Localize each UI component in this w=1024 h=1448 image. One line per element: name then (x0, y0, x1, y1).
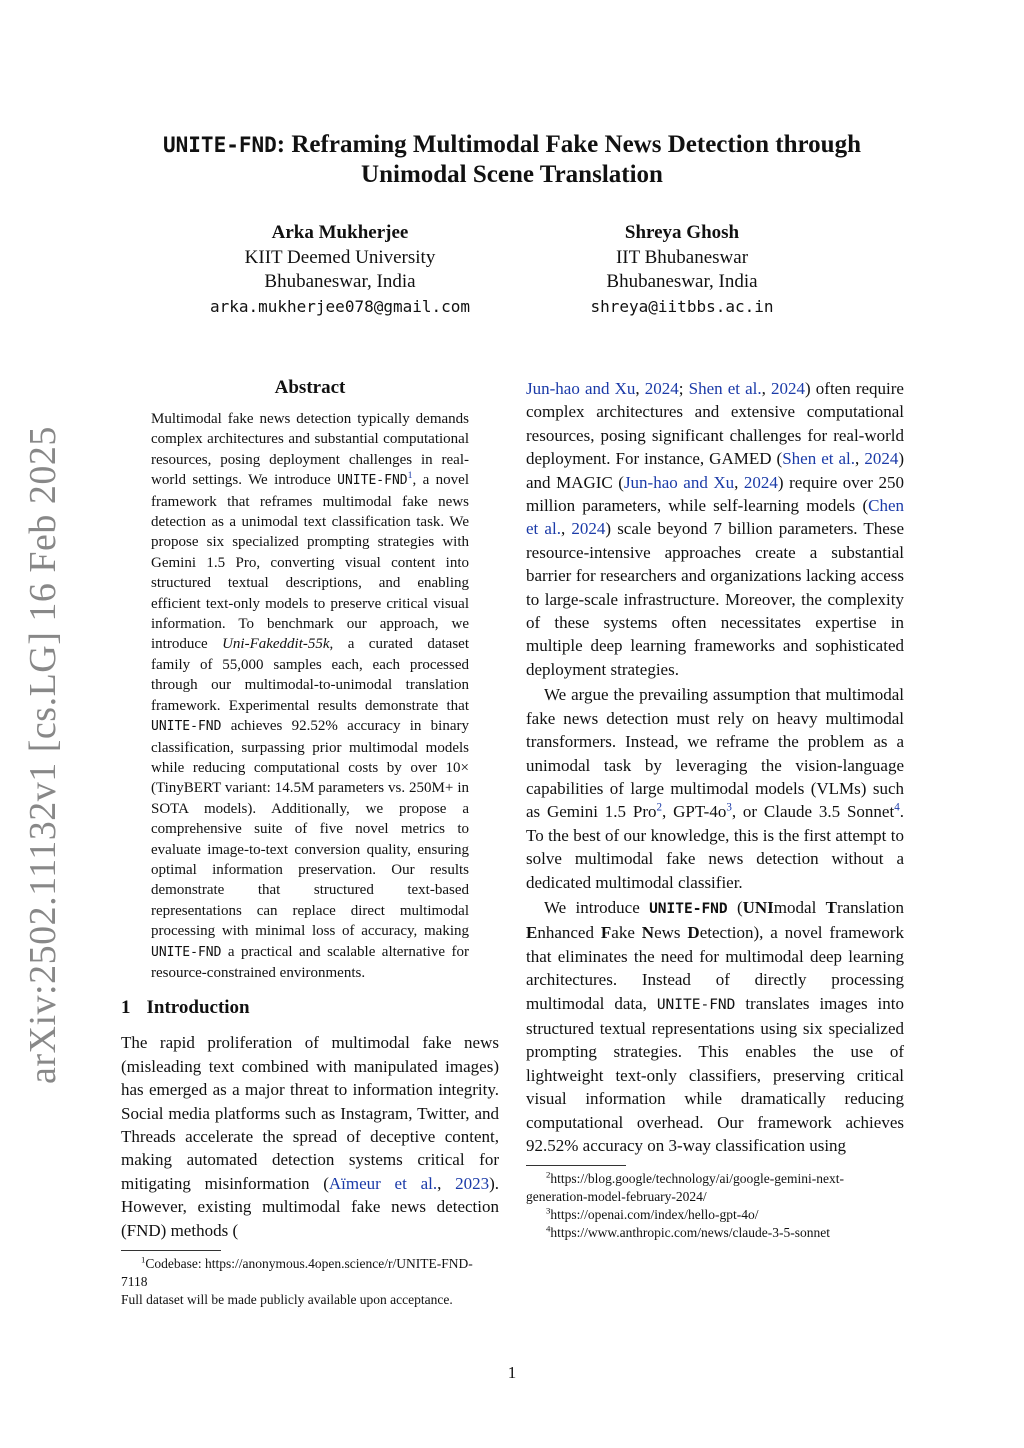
system-name-bold: UNITE-FND (649, 900, 728, 917)
footnote-number: 3 (546, 1205, 551, 1216)
right-column (526, 377, 904, 1242)
intro-paragraph-3: We introduce UNITE-FND (UNImodal Translation Enhanced Fake News Detection), a novel framework that eliminates the need for multimodal deep learning architectures. Instead of directly processing multimodal data, UNITE-FND translates images into structured textual representations using six specialized prompting strategies. This enables the use of lightweight text-only classifiers, preserving critical visual information while dramatically reducing computational overhead. Our framework achieves 92.52% accuracy on 3-way classification using (526, 897, 904, 1155)
author-location: Bhubaneswar, India (264, 271, 416, 292)
intro-paragraph-1: The rapid proliferation of multimodal fake news (misleading text combined with manipulated images) has emerged as a major threat to information integrity. Social media platforms such as Instagram, Twitter, and Threads accelerate the spread of deceptive content, making automated detection systems critical for mitigating misinformation (Aïmeur et al., 2023). However, existing multimodal fake news detection (FND) methods ( (121, 1033, 500, 1240)
section-number: 1 (121, 997, 131, 1019)
citation-year-link[interactable]: 2024 (743, 472, 778, 492)
footnote-number: 4 (546, 1223, 551, 1234)
intro-text: ) require over 250 million parameters, while self-learning models ( (526, 472, 904, 516)
title-line1: : Reframing Multimodal Fake News Detection through (276, 131, 861, 158)
citation-link[interactable]: Jun-hao and Xu (623, 472, 735, 492)
footnote-divider (526, 1165, 626, 1166)
author-affiliation: KIIT Deemed University (244, 246, 436, 268)
system-name: UNITE-FND (656, 996, 736, 1013)
author-name: Arka Mukherjee (271, 222, 409, 243)
citation-year-link[interactable]: 2024 (571, 519, 606, 539)
citation-year-link[interactable]: 2023 (455, 1173, 490, 1193)
intro-text: ) often require complex architectures and extensive computational resources, posing significant challenges for real-world deployment. For instance, GAMED ( (526, 379, 904, 469)
abstract-system-name: UNITE-FND (151, 719, 222, 735)
abstract-system-name: UNITE-FND (151, 944, 222, 960)
citation-link[interactable]: Shen et al. (782, 449, 856, 469)
footnote-dataset-note (121, 1291, 499, 1309)
citation-link[interactable]: Shen et al. (688, 379, 762, 398)
citation-link[interactable]: Chen et al. (526, 496, 904, 539)
intro-text: We argue the prevailing assumption that multimodal fake news detection must rely on heavy multimodal transformers. Instead, we reframe the problem as a unimodal task by leveraging the vision-language capabilities of large multimodal models (VLMs) such as Gemini 1.5 Pro (526, 685, 904, 822)
intro-text: ) and MAGIC ( (526, 449, 904, 492)
abstract-text-1: Multimodal fake news detection typically demands complex architectures and substantial computational resources, posing deployment challenges in real-world settings. We introduce (151, 411, 469, 489)
abstract-heading: Abstract (274, 377, 346, 398)
footnote-3 (526, 1206, 904, 1224)
title-line2: Unimodal Scene Translation (361, 161, 663, 188)
paper-title (150, 130, 874, 189)
author-affiliation: IIT Bhubaneswar (615, 246, 749, 268)
author-block-2 (522, 221, 842, 319)
abstract-text-2: , a novel framework that reframes multimodal fake news detection as a unimodal text classification task. We propose six specialized prompting strategies with Gemini 1.5 Pro, converting visual content into structured textual descriptions, and enabling efficient text-only models to preserve critical visual information. To benchmark our approach, we introduce (151, 472, 470, 653)
intro-text: The rapid proliferation of multimodal fake news (misleading text combined with manipulated images) has emerged as a major threat to information integrity. Social media platforms such as Instagram, Twitter, and Threads accelerate the spread of deceptive content, making automated detection systems critical for mitigating misinformation ( (121, 1033, 499, 1193)
citation-link[interactable]: Aïmeur et al. (328, 1173, 438, 1193)
author-name: Shreya Ghosh (624, 222, 740, 243)
footnote-text[interactable]: Codebase: https://anonymous.4open.science/r/UNITE-FND-7118 (121, 1256, 473, 1290)
footnote-ref-1[interactable]: 1 (407, 470, 413, 482)
footnote-divider (121, 1250, 221, 1251)
footnote-1 (121, 1255, 499, 1291)
left-column (121, 377, 499, 1309)
intro-paragraph-1-continued: Jun-hao and Xu, 2024; Shen et al., 2024) often require complex architectures and extensive computational resources, posing significant challenges for real-world deployment. For instance, GAMED (Shen et al., 2024) and MAGIC (Jun-hao and Xu, 2024) require over 250 million parameters, while self-learning models (Chen et al., 2024) scale beyond 7 billion parameters. These resource-intensive approaches create a substantial barrier for researchers and organizations lacking access to large-scale infrastructure. Moreover, the complexity of these systems often necessitates expertise in multiple deep learning frameworks and sophisticated deployment strategies. (526, 379, 904, 679)
footnote-text[interactable]: https://openai.com/index/hello-gpt-4o/ (550, 1207, 759, 1223)
footnote-ref-4[interactable]: 4 (894, 801, 900, 814)
footnote-2 (526, 1170, 904, 1206)
abstract-text-4: achieves 92.52% accuracy in binary classification, surpassing prior multimodal models while reducing computational costs by over 10× (TinyBERT variant: 14.5M parameters vs. 250M+ in SOTA models). Additionally, we propose a comprehensive suite of five novel metrics to evaluate image-to-text conversion quality, ensuring optimal information preservation. Our results demonstrate that structured text-based representations can replace direct multimodal processing with minimal loss of accuracy, making (151, 718, 469, 940)
author-email[interactable]: shreya@iitbbs.ac.in (590, 296, 774, 316)
arxiv-identifier-stamp: arXiv:2502.11132v1 [cs.LG] 16 Feb 2025 (22, 426, 64, 1084)
section-heading-introduction (121, 997, 499, 1019)
abstract-system-name: UNITE-FND (337, 473, 408, 489)
footnote-text[interactable]: https://blog.google/technology/ai/google-gemini-next-generation-model-february-2024/ (526, 1171, 844, 1205)
author-block-1 (180, 221, 500, 319)
citation-year-link[interactable]: 2024 (864, 449, 899, 469)
page-number: 1 (507, 1363, 517, 1382)
author-email[interactable]: arka.mukherjee078@gmail.com (209, 296, 471, 316)
abstract-body (151, 409, 469, 983)
footnote-4 (526, 1224, 904, 1242)
abstract-dataset-name: Uni-Fakeddit-55k (222, 636, 330, 653)
intro-paragraph-2: We argue the prevailing assumption that multimodal fake news detection must rely on heavy multimodal transformers. Instead, we reframe the problem as a unimodal task by leveraging the vision-language capabilities of large multimodal models (VLMs) such as Gemini 1.5 Pro$^2$, GPT-$4o^3$, or Claude 3.5 Sonnet$^4$. To the best of our knowledge, this is the first attempt to solve multimodal fake news detection without a dedicated multimodal classifier. (526, 685, 904, 892)
footnote-ref-2[interactable]: 2 (656, 801, 663, 814)
footnote-text[interactable]: https://www.anthropic.com/news/claude-3-5-sonnet (550, 1225, 830, 1241)
citation-year-link[interactable]: 2024 (771, 379, 806, 398)
footnote-number: 2 (546, 1169, 551, 1180)
citation-year-link[interactable]: 2024 (644, 379, 679, 398)
citation-link[interactable]: Jun-hao and Xu (526, 379, 636, 398)
footnote-ref-3[interactable]: 3 (726, 801, 732, 814)
abstract-text-3: , a curated dataset family of 55,000 samples each, each processed through our multimodal-to-unimodal translation framework. Experimental results demonstrate that (151, 636, 469, 714)
section-title: Introduction (146, 997, 250, 1019)
intro-text: ) scale beyond 7 billion parameters. These resource-intensive approaches create a substantial barrier for researchers and organizations lacking access to large-scale infrastructure. Moreover, the complexity of these systems often necessitates expertise in multiple deep learning frameworks and sophisticated deployment strategies. (526, 519, 904, 679)
intro-text: ). However, existing multimodal fake news detection (FND) methods ( (121, 1173, 500, 1240)
author-location: Bhubaneswar, India (606, 271, 758, 292)
abstract-text-5: a practical and scalable alternative for resource-constrained environments. (151, 943, 469, 981)
footnote-number: 1 (141, 1254, 146, 1265)
title-system-name: UNITE-FND (163, 133, 277, 157)
footnote-text: Full dataset will be made publicly available upon acceptance. (121, 1292, 453, 1308)
